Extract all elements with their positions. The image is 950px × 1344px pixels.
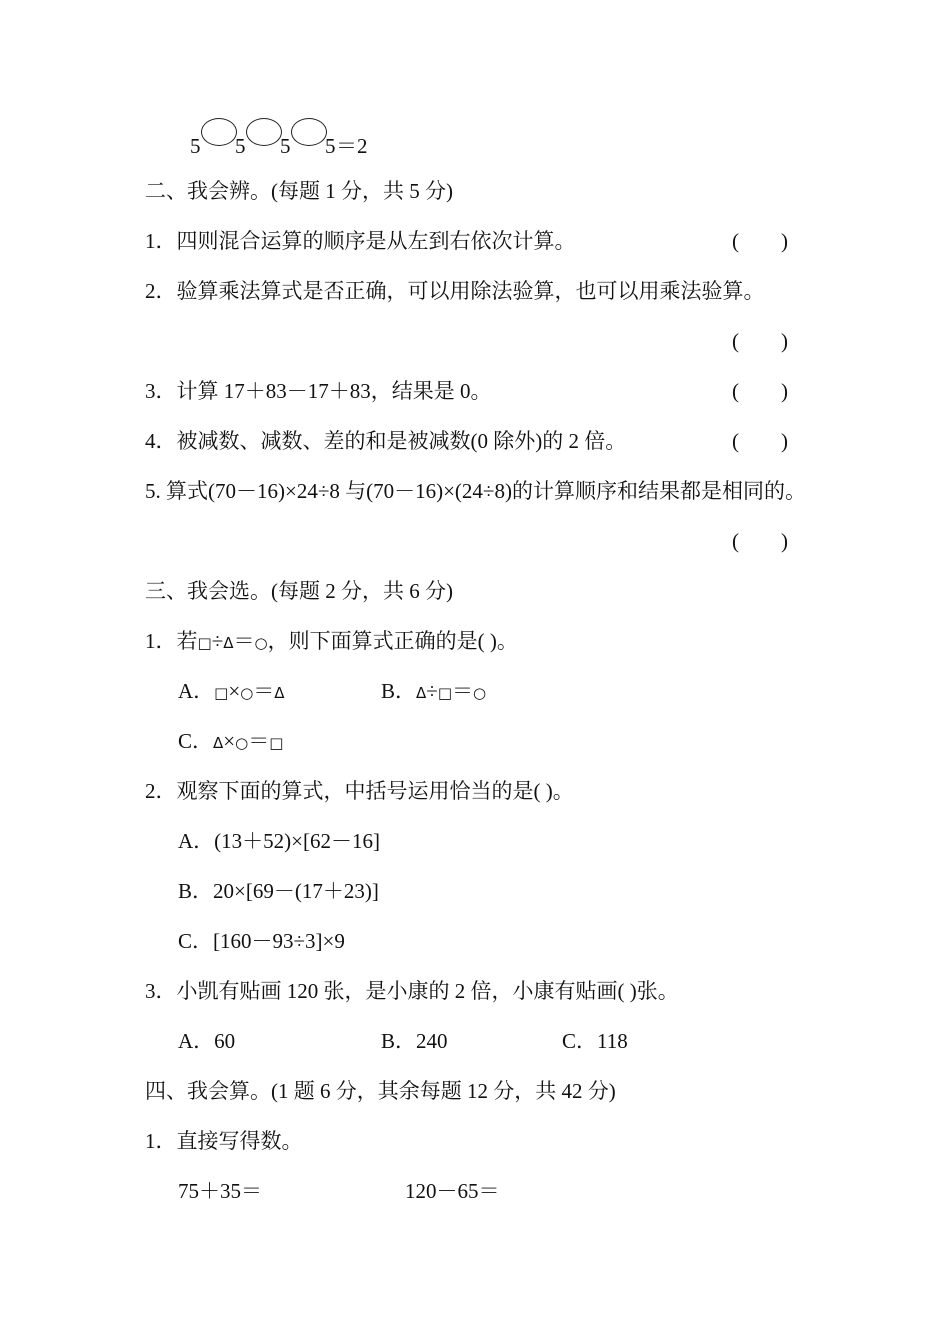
judge-question-5: 5. 算式(70－16)×24÷8 与(70－16)×(24÷8)的计算顺序和结果都是相同的。 [145, 479, 806, 503]
equals-sign: ＝ [253, 679, 275, 703]
divide-sign: ÷ [211, 629, 224, 653]
section-3-title: 三、我会选。(每题 2 分，共 6 分) [145, 579, 453, 603]
triangle-symbol: Δ [223, 634, 234, 652]
option-c[interactable]: C．118 [562, 1029, 628, 1053]
circle-symbol: ○ [254, 634, 268, 652]
answer-blank[interactable]: ( ) [732, 379, 788, 403]
square-symbol: □ [269, 734, 284, 752]
judge-question-4: 4．被减数、减数、差的和是被减数(0 除外)的 2 倍。 [145, 429, 627, 453]
answer-blank[interactable]: ( ) [732, 329, 788, 353]
choice-question-2: 2．观察下面的算式，中括号运用恰当的是( )。 [145, 779, 574, 803]
puzzle-result: ＝2 [336, 134, 368, 158]
operator-blank-circle[interactable] [246, 118, 282, 146]
triangle-symbol: Δ [213, 734, 224, 752]
circle-symbol: ○ [473, 684, 487, 702]
judge-question-1: 1．四则混合运算的顺序是从左到右依次计算。 [145, 229, 576, 253]
option-c[interactable]: C．[160－93÷3]×9 [178, 929, 345, 953]
option-b[interactable]: B．240 [381, 1029, 448, 1053]
option-b[interactable]: B．20×[69－(17＋23)] [178, 879, 379, 903]
square-symbol: □ [214, 684, 229, 702]
choice-question-3: 3．小凯有贴画 120 张，是小康的 2 倍，小康有贴画( )张。 [145, 979, 679, 1003]
option-label: C． [178, 729, 214, 753]
operator-blank-circle[interactable] [201, 118, 237, 146]
choice-question-1 [145, 627, 518, 657]
option-c[interactable] [178, 727, 283, 757]
stem-text: 1．若 [145, 629, 198, 653]
circle-symbol: ○ [235, 734, 249, 752]
triangle-symbol: Δ [416, 684, 427, 702]
equals-sign: ＝ [248, 729, 270, 753]
square-symbol: □ [437, 684, 452, 702]
operator-blank-circle[interactable] [291, 118, 327, 146]
judge-question-3: 3．计算 17＋83－17＋83，结果是 0。 [145, 379, 492, 403]
triangle-symbol: Δ [274, 684, 285, 702]
puzzle-number: 5 [190, 134, 201, 158]
calc-question-1: 1．直接写得数。 [145, 1129, 303, 1153]
answer-blank[interactable]: ( ) [732, 429, 788, 453]
oral-calc-expression: 120－65＝ [405, 1179, 500, 1203]
option-a[interactable]: A．(13＋52)×[62－16] [178, 829, 380, 853]
equals-sign: ＝ [452, 679, 473, 703]
section-4-title: 四、我会算。(1 题 6 分，其余每题 12 分，共 42 分) [145, 1079, 616, 1103]
option-label: A． [178, 679, 215, 703]
puzzle-number: 5 [325, 134, 336, 158]
square-symbol: □ [197, 634, 212, 652]
puzzle-number: 5 [235, 134, 246, 158]
circle-equation-puzzle [190, 118, 390, 158]
stem-text: ，则下面算式正确的是( )。 [267, 629, 518, 653]
option-a[interactable]: A．60 [178, 1029, 236, 1053]
circle-symbol: ○ [240, 684, 254, 702]
judge-question-2: 2．验算乘法算式是否正确，可以用除法验算，也可以用乘法验算。 [145, 279, 765, 303]
option-b[interactable] [381, 677, 486, 707]
option-label: B． [381, 679, 417, 703]
times-sign: × [223, 729, 236, 753]
oral-calc-expression: 75＋35＝ [178, 1179, 262, 1203]
puzzle-number: 5 [280, 134, 291, 158]
divide-sign: ÷ [426, 679, 438, 703]
answer-blank[interactable]: ( ) [732, 529, 788, 553]
answer-blank[interactable]: ( ) [732, 229, 788, 253]
option-a[interactable] [178, 677, 285, 707]
times-sign: × [228, 679, 241, 703]
equals-sign: ＝ [233, 629, 255, 653]
section-2-title: 二、我会辨。(每题 1 分，共 5 分) [145, 179, 453, 203]
